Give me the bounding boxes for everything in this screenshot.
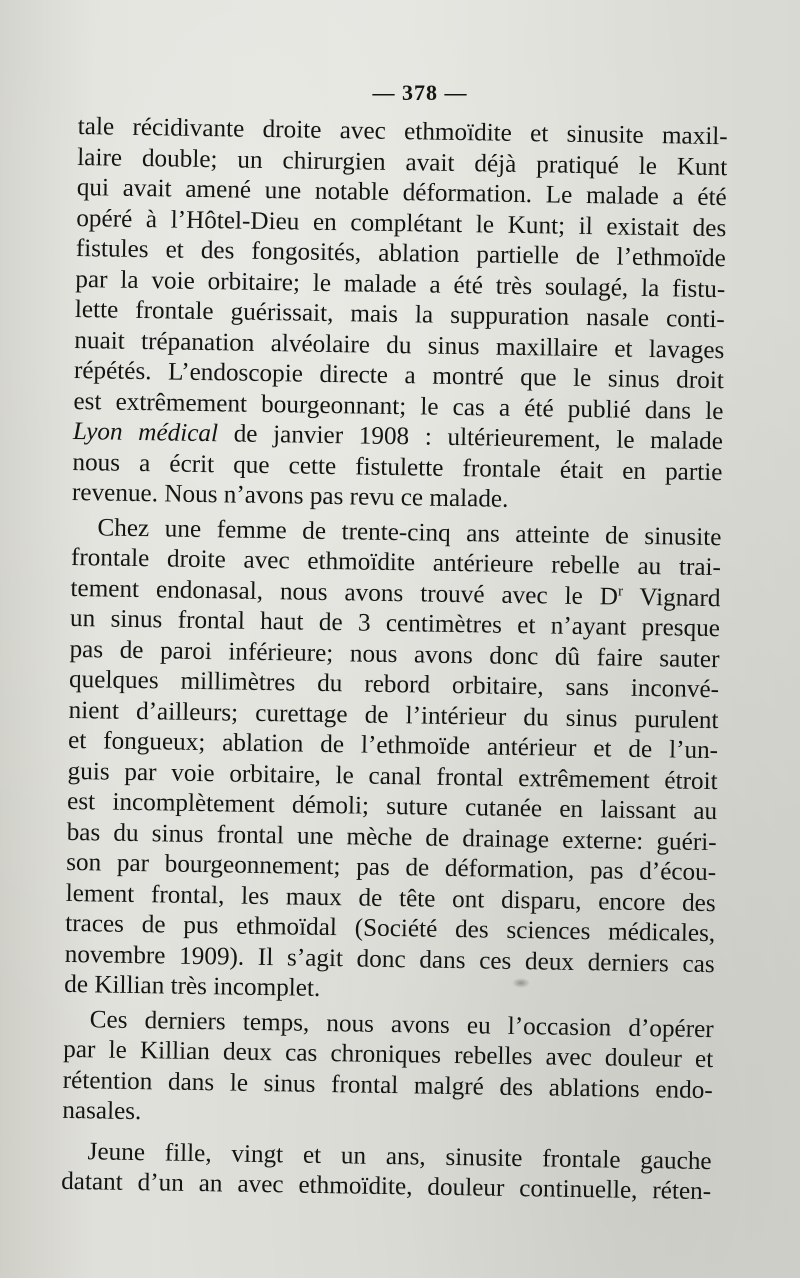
text-line: est extrêmement bourgeonnant; le cas a été publié dans le: [73, 387, 724, 425]
text-line: opéré à l’Hôtel-Dieu en complétant le Kunt; il existait des: [76, 204, 727, 242]
text-line: tement endonasal, nous avons trouvé avec le $D^r$ Vignard: [70, 574, 721, 612]
text-line: par la voie orbitaire; le malade a été très soulagé, la fistu-: [75, 265, 726, 303]
body-text: [61, 112, 728, 1208]
text-line: novembre 1909). Il s’agit donc dans ces deux derniers cas: [64, 940, 715, 978]
text-line: laire double; un chirurgien avait déjà pratiqué le Kunt: [77, 143, 728, 181]
superscript: r: [617, 583, 624, 600]
text-line: lette frontale guérissait, mais la suppuration nasale conti-: [74, 295, 726, 334]
text-line: Ces derniers temps, nous avons eu l’occasion d’opérer: [89, 1005, 714, 1043]
text-line: traces de pus ethmoïdal (Société des sciences médicales,: [65, 909, 716, 948]
text-line: pas de paroi inférieure; nous avons donc dû faire sauter: [69, 635, 720, 673]
text-line: guis par voie orbitaire, le canal frontal extrêmement étroit: [67, 757, 718, 795]
page-number: — 378 —: [372, 80, 468, 105]
text-line: est incomplètement démoli; suture cutanée en laissant au: [66, 787, 718, 826]
paragraph: [62, 1004, 714, 1136]
text-line: lement frontal, les maux de tête ont disparu, encore des: [65, 879, 716, 917]
text-line: Chez une femme de trente-cinq ans atteinte de sinusite: [97, 513, 722, 551]
text-line: revenue. Nous n’avons pas revu ce malade.: [71, 478, 509, 513]
text-line: frontale droite avec ethmoïdite antérieure rebelle au trai-: [70, 543, 722, 582]
text-line: Lyon médical de janvier 1908 : ultérieurement, le malade: [72, 417, 724, 456]
ink-speck: [512, 978, 530, 988]
text-line: par le Killian deux cas chroniques rebelles avec douleur et: [63, 1035, 714, 1074]
text-line: nuait trépanation alvéolaire du sinus maxillaire et lavages: [74, 326, 725, 364]
text-line: qui avait amené une notable déformation. Le malade a été: [76, 173, 727, 212]
text-line: son par bourgeonnement; pas de déformation, pas d’écou-: [65, 848, 717, 887]
paragraph: [61, 1136, 712, 1207]
text-line: Jeune fille, vingt et un ans, sinusite frontale gauche: [87, 1137, 712, 1175]
journal-title: Lyon médical: [72, 417, 219, 448]
text-line: tale récidivante droite avec ethmoïdite et sinusite maxil-: [77, 112, 728, 151]
text-line: un sinus frontal haut de 3 centimètres et n’ayant presque: [69, 604, 721, 643]
text-line: nient d’ailleurs; curettage de l’intérieur du sinus purulent: [68, 696, 719, 734]
text-line: quelques millimètres du rebord orbitaire, sans inconvé-: [68, 665, 720, 704]
text-line: bas du sinus frontal une mèche de drainage externe: guéri-: [66, 818, 717, 856]
text-line: de Killian très incomplet.: [64, 970, 321, 1002]
text-line: rétention dans le sinus frontal malgré des ablations endo-: [62, 1066, 713, 1104]
text-line: nasales.: [62, 1096, 142, 1126]
paragraph: [64, 512, 722, 1010]
text-line: fistules et des fongosités, ablation partielle de l’ethmoïde: [75, 234, 726, 273]
text-line: datant d’un an avec ethmoïdite, douleur continuelle, réten-: [60, 1167, 712, 1206]
paragraph: [72, 112, 728, 519]
text-line: et fongueux; ablation de l’ethmoïde antérieur et de l’un-: [67, 726, 719, 765]
text-line: nous a écrit que cette fistulette frontale était en partie: [72, 448, 723, 486]
text-line: répétés. L’endoscopie directe a montré que le sinus droit: [73, 356, 725, 395]
